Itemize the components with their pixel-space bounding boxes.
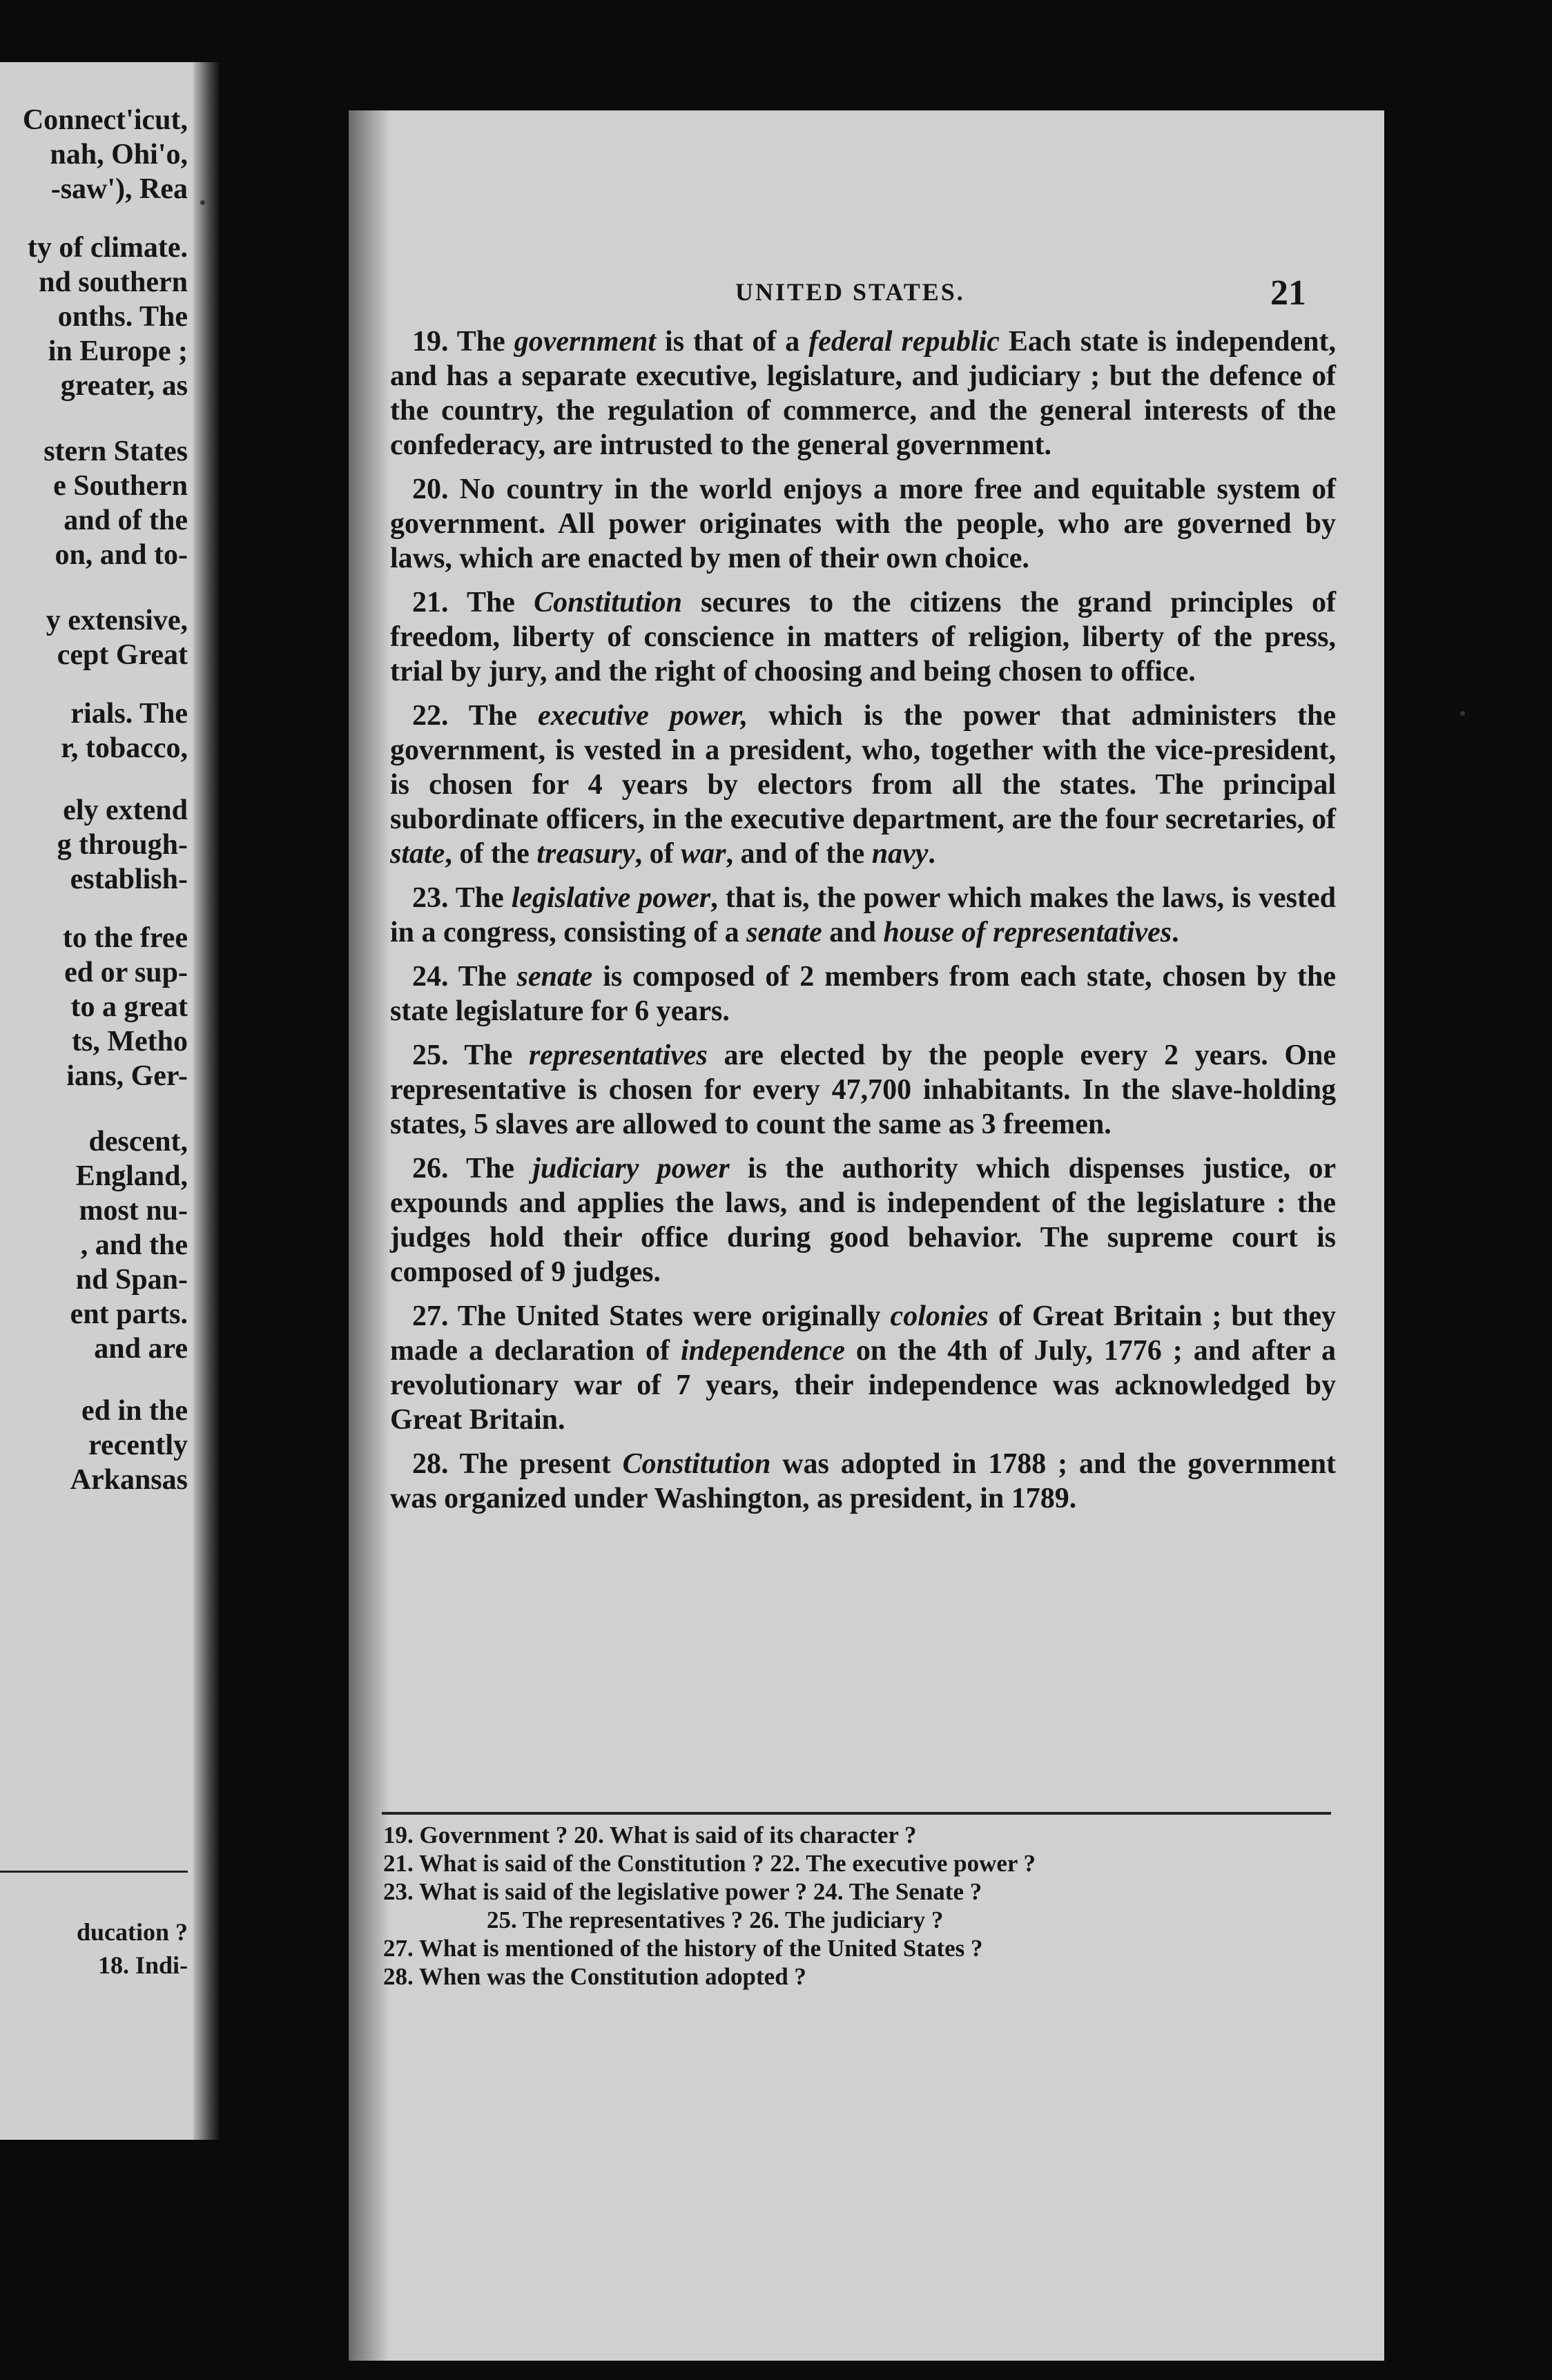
left-page-line: and are	[94, 1333, 188, 1365]
question-line: 21. What is said of the Constitution ? 22. The executive power ?	[383, 1850, 1036, 1877]
paragraph	[390, 959, 1336, 1028]
left-page-line: most nu-	[79, 1195, 188, 1227]
body-text	[390, 324, 1336, 1525]
left-page-line: r, tobacco,	[61, 732, 188, 764]
left-page-line: -saw'), Rea	[50, 173, 188, 205]
left-page-line: ians, Ger-	[66, 1060, 188, 1092]
ink-speck	[1460, 711, 1465, 716]
question-line: 23. What is said of the legislative power ? 24. The Senate ?	[383, 1878, 982, 1905]
text-run: , of	[634, 838, 681, 870]
emphasis-text: senate	[746, 917, 822, 948]
text-run: are elected by the people every 2 years. One representative is chosen for every 47,700 inhabitants. In the slave-holding states, 5 slaves are allowed to count the same as 3 freemen.	[390, 1040, 1336, 1140]
left-page-footer-line: ducation ?	[76, 1918, 188, 1946]
left-page-line: onths. The	[57, 301, 188, 333]
emphasis-text: independence	[680, 1335, 845, 1367]
left-page	[0, 62, 220, 2140]
left-page-line: descent,	[88, 1126, 188, 1158]
left-page-line: and of the	[64, 505, 188, 536]
text-run: , and of the	[726, 838, 872, 870]
paragraph	[390, 881, 1336, 950]
running-head: UNITED STATES.	[735, 278, 965, 306]
paragraph	[390, 585, 1336, 689]
emphasis-text: colonies	[890, 1300, 989, 1332]
left-page-line: ts, Metho	[72, 1026, 188, 1057]
text-run: is the authority which dispenses justice, or expounds and applies the laws, and is independent of the legislature : the judges hold their office during good behavior. The supreme court is composed of 9 judges.	[390, 1153, 1336, 1288]
left-page-line: to the free	[62, 922, 188, 954]
text-run: 20. No country in the world enjoys a more free and equitable system of government. All power originates with the people, who are governed by laws, which are enacted by men of their own choice.	[390, 474, 1336, 574]
emphasis-text: senate	[516, 961, 593, 993]
text-run: , that is, the power which makes the laws, is vested in a congress, consisting of a	[390, 882, 1336, 948]
question-line: 28. When was the Constitution adopted ?	[383, 1963, 806, 1990]
left-page-line: on, and to-	[55, 539, 188, 571]
emphasis-text: treasury	[536, 838, 635, 870]
text-run: 25. The	[412, 1040, 529, 1071]
left-page-line: e Southern	[53, 470, 188, 502]
paragraph	[390, 1299, 1336, 1437]
text-run: secures to the citizens the grand principles of freedom, liberty of conscience in matters of religion, liberty of the press, trial by jury, and the right of choosing and being chosen to office.	[390, 587, 1336, 687]
question-line: 27. What is mentioned of the history of the United States ?	[383, 1935, 983, 1962]
left-page-line: ed or sup-	[64, 957, 188, 988]
questions-rule	[382, 1812, 1331, 1815]
paragraph	[390, 1038, 1336, 1142]
paragraph	[390, 699, 1336, 871]
paragraph	[390, 1447, 1336, 1516]
left-page-line: Connect'icut,	[22, 104, 188, 136]
left-page-line: , and the	[80, 1229, 188, 1261]
page-number: 21	[1270, 273, 1306, 313]
text-run: is composed of 2 members from each state, chosen by the state legislature for 6 years.	[390, 961, 1336, 1027]
paragraph	[390, 1151, 1336, 1289]
emphasis-text: navy	[871, 838, 929, 870]
text-run: 19. The	[412, 326, 514, 358]
left-page-line: ed in the	[81, 1395, 188, 1427]
text-run: which is the power that administers the government, is vested in a president, who, together with the vice-president, is chosen for 4 years by electors from all the states. The principal subordinate officers, in the executive department, are the four secretaries, of	[390, 700, 1336, 835]
ink-speck	[200, 200, 205, 205]
left-page-line: stern States	[43, 436, 188, 467]
emphasis-text: federal republic	[808, 326, 1000, 358]
left-page-line: y extensive,	[46, 605, 188, 636]
emphasis-text: state	[390, 838, 445, 870]
text-run: and	[822, 917, 884, 948]
left-page-line: ely extend	[63, 794, 188, 826]
left-page-line: recently	[88, 1430, 188, 1461]
paragraph	[390, 472, 1336, 576]
left-page-line: nah, Ohi'o,	[50, 139, 188, 170]
review-questions	[383, 1821, 1343, 1991]
text-run: 23. The	[412, 882, 512, 914]
text-run: 26. The	[412, 1153, 533, 1184]
text-run: was adopted in 1788 ; and the government was organized under Washington, as president, in 1789.	[390, 1448, 1337, 1514]
left-page-line: greater, as	[60, 370, 188, 402]
text-run: 22. The	[412, 700, 539, 732]
emphasis-text: legislative power	[511, 882, 711, 914]
left-page-line: ty of climate.	[27, 232, 188, 264]
emphasis-text: Constitution	[534, 587, 682, 618]
text-run: on the 4th of July, 1776 ; and after a revolutionary war of 7 years, their independence was acknowledged by Great Britain.	[390, 1335, 1336, 1436]
left-page-line: establish-	[70, 864, 188, 895]
left-page-line: rials. The	[70, 698, 188, 730]
left-page-line: England,	[75, 1160, 188, 1192]
text-run: of Great Britain ; but they made a declaration of	[390, 1300, 1337, 1367]
text-run: 21. The	[412, 587, 534, 618]
left-page-footer-rule	[0, 1871, 188, 1873]
left-page-line: cept Great	[57, 639, 188, 671]
text-run: 28. The present	[412, 1448, 623, 1480]
emphasis-text: executive power,	[538, 700, 748, 732]
emphasis-text: judiciary power	[532, 1153, 730, 1184]
text-run: Each state is independent, and has a separate executive, legislature, and judiciary ; but the defence of the country, the regulation of commerce, and the general interests of the confederacy, are intrusted to the general government.	[390, 326, 1337, 461]
left-page-line: g through-	[57, 829, 188, 861]
question-line: 19. Government ? 20. What is said of its character ?	[383, 1822, 917, 1849]
emphasis-text: government	[514, 326, 657, 358]
text-run: 24. The	[412, 961, 517, 993]
right-page	[349, 110, 1384, 2361]
emphasis-text: Constitution	[622, 1448, 771, 1480]
question-line: 25. The representatives ? 26. The judiciary ?	[487, 1906, 944, 1933]
emphasis-text: house of representatives	[883, 917, 1172, 948]
left-page-line: nd Span-	[75, 1264, 188, 1296]
book-gutter	[193, 62, 220, 2140]
left-page-line: in Europe ;	[48, 335, 188, 367]
left-page-line: Arkansas	[70, 1464, 188, 1496]
text-run: is that of a	[656, 326, 809, 358]
text-run: 27. The United States were originally	[412, 1300, 891, 1332]
text-run: .	[928, 838, 935, 870]
left-page-footer-line: 18. Indi-	[97, 1951, 188, 1979]
text-run: , of the	[445, 838, 537, 870]
emphasis-text: war	[681, 838, 726, 870]
text-run: .	[1172, 917, 1179, 948]
paragraph	[390, 324, 1336, 462]
left-page-line: nd southern	[39, 266, 188, 298]
left-page-line: to a great	[70, 991, 188, 1023]
left-page-line: ent parts.	[70, 1298, 188, 1330]
emphasis-text: representatives	[528, 1040, 708, 1071]
page-shadow	[349, 110, 390, 2361]
